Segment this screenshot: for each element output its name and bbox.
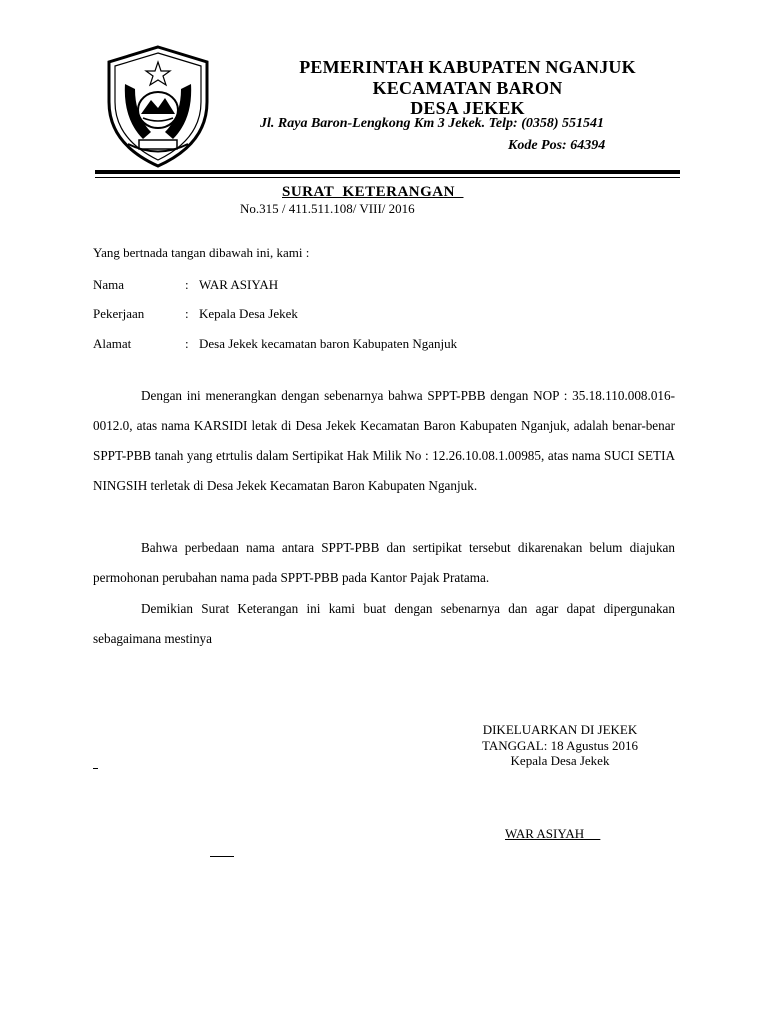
field-value-occupation: Kepala Desa Jekek <box>199 306 298 321</box>
signature-issued-place: DIKELUARKAN DI JEKEK <box>482 722 638 737</box>
letterhead-rule-thick <box>95 170 680 174</box>
field-label-name: Nama <box>93 277 125 292</box>
field-label-address: Alamat <box>93 336 132 351</box>
letterhead-line-3: DESA JEKEK <box>410 98 525 118</box>
body-paragraph-2: Bahwa perbedaan nama antara SPPT-PBB dan sertipikat tersebut dikarenakan belum diajukan permohonan perubahan nama pada SPPT-PBB pada Kantor Pajak Pratama. <box>93 540 675 585</box>
stray-underline-mark <box>93 768 98 769</box>
document-number: No.315 / 411.511.108/ VIII/ 2016 <box>240 201 415 216</box>
letterhead-line-1: PEMERINTAH KABUPATEN NGANJUK <box>299 57 636 77</box>
signature-position: Kepala Desa Jekek <box>510 753 610 768</box>
letterhead-postal-code: Kode Pos: 64394 <box>508 138 606 153</box>
letterhead-address: Jl. Raya Baron-Lengkong Km 3 Jekek. Telp: (0358) 551541 <box>260 116 605 131</box>
letterhead-rule-thin <box>95 177 680 178</box>
field-value-name: WAR ASIYAH <box>199 277 279 292</box>
regency-crest-emblem-icon <box>103 44 213 169</box>
stray-underline-mark <box>210 856 234 857</box>
letterhead-line-2: KECAMATAN BARON <box>372 78 563 98</box>
field-label-occupation: Pekerjaan <box>93 306 145 321</box>
field-colon: : <box>185 277 189 292</box>
body-paragraph-3: Demikian Surat Keterangan ini kami buat dengan sebenarnya dan agar dapat dipergunakan sebagaimana mestinya <box>93 601 675 646</box>
intro-line: Yang bertnada tangan dibawah ini, kami : <box>93 245 310 260</box>
field-value-address: Desa Jekek kecamatan baron Kabupaten Nganjuk <box>199 336 458 351</box>
field-colon: : <box>185 336 189 351</box>
signature-date: TANGGAL: 18 Agustus 2016 <box>481 738 639 753</box>
field-colon: : <box>185 306 189 321</box>
document-title: SURAT KETERANGAN <box>282 184 464 200</box>
signatory-name: WAR ASIYAH <box>505 826 601 841</box>
body-paragraph-1: Dengan ini menerangkan dengan sebenarnya bahwa SPPT-PBB dengan NOP : 35.18.110.008.016-0012.0, atas nama KARSIDI letak di Desa Jekek Kecamatan Baron Kabupaten Nganjuk, adalah benar-benar SPPT-PBB tanah yang etrtulis dalam Sertipikat Hak Milik No : 12.26.10.08.1.00985, atas nama SUCI SETIA NINGSIH terletak di Desa Jekek Kecamatan Baron Kabupaten Nganjuk. <box>93 388 675 493</box>
